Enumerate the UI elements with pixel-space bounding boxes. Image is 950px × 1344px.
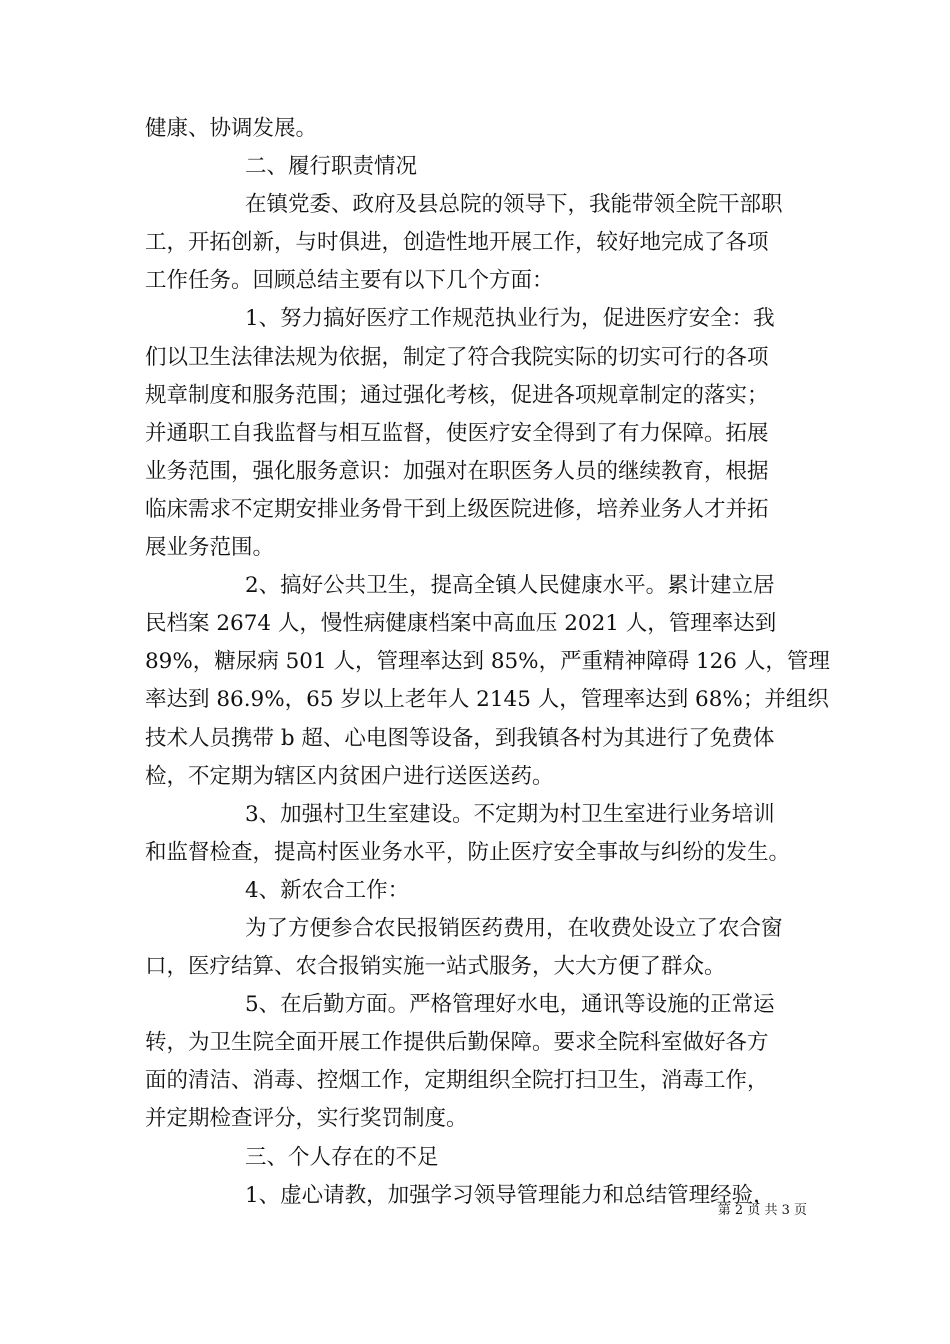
text-line: 展业务范围。 xyxy=(145,535,275,561)
text-line: 民档案 2674 人，慢性病健康档案中高血压 2021 人，管理率达到 xyxy=(145,611,777,637)
text-line: 工，开拓创新，与时俱进，创造性地开展工作，较好地完成了各项 xyxy=(145,230,769,256)
text-line: 5、在后勤方面。严格管理好水电，通讯等设施的正常运 xyxy=(245,992,775,1018)
text-line: 为了方便参合农民报销医药费用，在收费处设立了农合窗 xyxy=(245,915,783,941)
text-line: 并定期检查评分，实行奖罚制度。 xyxy=(145,1106,468,1132)
text-line: 三、个人存在的不足 xyxy=(245,1144,439,1170)
text-line: 并通职工自我监督与相互监督，使医疗安全得到了有力保障。拓展 xyxy=(145,420,769,446)
text-line: 们以卫生法律法规为依据，制定了符合我院实际的切实可行的各项 xyxy=(145,344,769,370)
text-line: 业务范围，强化服务意识：加强对在职医务人员的继续教育，根据 xyxy=(145,458,769,484)
text-line: 口，医疗结算、农合报销实施一站式服务，大大方便了群众。 xyxy=(145,954,726,980)
text-line: 临床需求不定期安排业务骨干到上级医院进修，培养业务人才并拓 xyxy=(145,496,769,522)
text-line: 二、履行职责情况 xyxy=(245,154,418,180)
text-line: 4、新农合工作： xyxy=(245,877,410,903)
text-line: 2、搞好公共卫生，提高全镇人民健康水平。累计建立居 xyxy=(245,573,775,599)
text-line: 89%，糖尿病 501 人，管理率达到 85%，严重精神障碍 126 人，管理 xyxy=(145,649,830,675)
text-line: 率达到 86.9%，65 岁以上老年人 2145 人，管理率达到 68%；并组织 xyxy=(145,687,829,713)
text-line: 工作任务。回顾总结主要有以下几个方面： xyxy=(145,268,554,294)
text-line: 技术人员携带 b 超、心电图等设备，到我镇各村为其进行了免费体 xyxy=(145,725,775,751)
text-line: 转，为卫生院全面开展工作提供后勤保障。要求全院科室做好各方 xyxy=(145,1030,769,1056)
page-number-footer: 第 2 页 共 3 页 xyxy=(717,1203,807,1218)
text-line: 检，不定期为辖区内贫困户进行送医送药。 xyxy=(145,763,554,789)
document-body xyxy=(145,110,830,1215)
text-line: 3、加强村卫生室建设。不定期为村卫生室进行业务培训 xyxy=(245,801,775,827)
text-line: 和监督检查，提高村医业务水平，防止医疗安全事故与纠纷的发生。 xyxy=(145,839,791,865)
text-line: 1、虚心请教，加强学习领导管理能力和总结管理经验， xyxy=(245,1182,775,1208)
text-line: 在镇党委、政府及县总院的领导下，我能带领全院干部职 xyxy=(245,192,783,218)
text-line: 规章制度和服务范围；通过强化考核，促进各项规章制定的落实； xyxy=(145,382,769,408)
text-line: 1、努力搞好医疗工作规范执业行为，促进医疗安全：我 xyxy=(245,306,775,332)
text-line: 面的清洁、消毒、控烟工作，定期组织全院打扫卫生，消毒工作， xyxy=(145,1068,769,1094)
text-line: 健康、协调发展。 xyxy=(145,116,318,141)
